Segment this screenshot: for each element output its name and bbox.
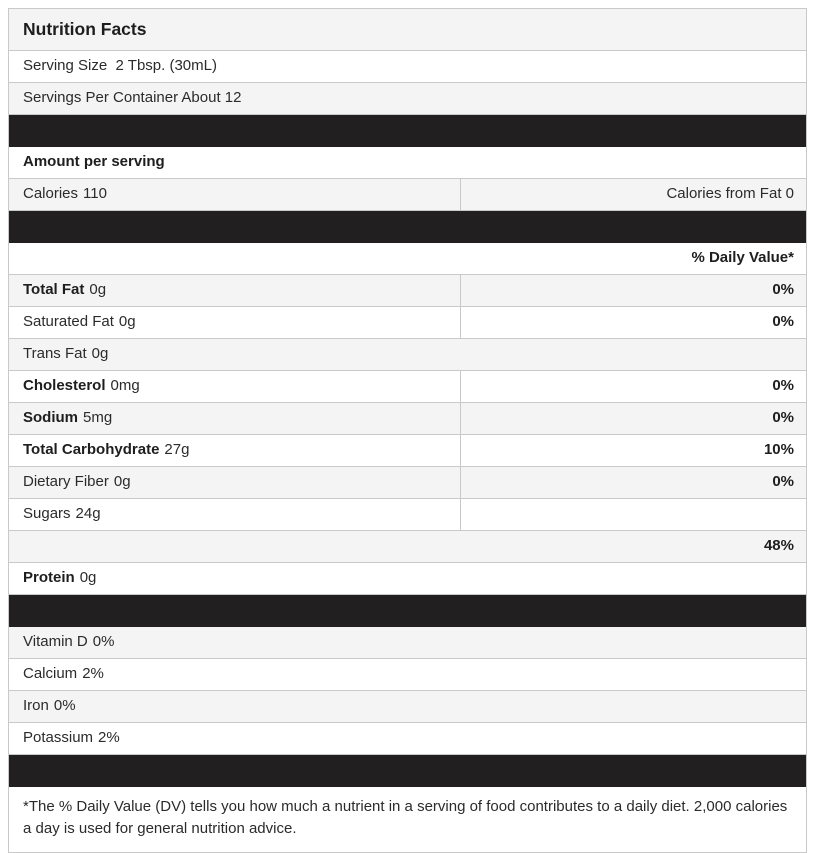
nutrient-row-dietary-fiber bbox=[9, 467, 806, 499]
thin-divider-bar-calories bbox=[9, 211, 806, 243]
daily-value-heading: % Daily Value* bbox=[691, 249, 794, 267]
nutrient-amount: 24g bbox=[75, 505, 101, 523]
nutrient-name: Protein bbox=[23, 569, 75, 587]
calories-row bbox=[9, 179, 806, 211]
nutrient-amount: 0mg bbox=[110, 377, 140, 395]
nutrient-row-cholesterol bbox=[9, 371, 806, 403]
calories-from-fat-cell bbox=[461, 185, 806, 204]
nutrient-row-total-carbohydrate bbox=[9, 435, 806, 467]
calories-from-fat-label: Calories from Fat bbox=[666, 185, 782, 203]
micronutrient-row-iron bbox=[9, 691, 806, 723]
amount-per-serving-row bbox=[9, 147, 806, 179]
nutrient-name: Dietary Fiber bbox=[23, 473, 109, 491]
nutrient-dv: 10% bbox=[763, 441, 794, 459]
nutrient-name: Cholesterol bbox=[23, 377, 106, 395]
micronutrient-row-vitamin-d bbox=[9, 627, 806, 659]
nutrient-dv: 48% bbox=[763, 537, 794, 555]
nutrition-facts-label bbox=[8, 8, 807, 853]
nutrient-row-total-fat bbox=[9, 275, 806, 307]
nutrient-amount: 0g bbox=[91, 345, 109, 363]
serving-size-row bbox=[9, 51, 806, 83]
calories-value: 110 bbox=[83, 185, 107, 203]
footnote-text: *The % Daily Value (DV) tells you how much a nutrient in a serving of food contributes to a daily diet. 2,000 calories a day is used for general nutrition advice. bbox=[23, 798, 788, 837]
nutrient-name: Trans Fat bbox=[23, 345, 87, 363]
servings-per-container-text: Servings Per Container About 12 bbox=[23, 89, 242, 107]
footnote bbox=[9, 787, 806, 852]
micronutrient-name: Calcium bbox=[23, 665, 78, 683]
calories-cell bbox=[9, 179, 461, 210]
micronutrient-name: Potassium bbox=[23, 729, 94, 747]
nutrient-name: Sodium bbox=[23, 409, 78, 427]
micronutrient-row-potassium bbox=[9, 723, 806, 755]
nutrient-amount: 0g bbox=[79, 569, 97, 587]
micronutrient-name: Vitamin D bbox=[23, 633, 88, 651]
micronutrient-row-calcium bbox=[9, 659, 806, 691]
micronutrient-value: 2% bbox=[98, 729, 120, 747]
label-title: Nutrition Facts bbox=[23, 18, 147, 39]
nutrient-dv: 0% bbox=[772, 281, 794, 299]
calories-label: Calories bbox=[23, 185, 79, 203]
nutrient-dv: 0% bbox=[772, 409, 794, 427]
nutrient-name: Total Carbohydrate bbox=[23, 441, 160, 459]
nutrient-name: Total Fat bbox=[23, 281, 85, 299]
nutrient-dv: 0% bbox=[772, 473, 794, 491]
micronutrient-name: Iron bbox=[23, 697, 49, 715]
amount-per-serving-heading: Amount per serving bbox=[23, 153, 165, 171]
calories-from-fat-value: 0 bbox=[785, 185, 794, 203]
nutrient-amount: 0g bbox=[89, 281, 107, 299]
servings-per-container-row bbox=[9, 83, 806, 115]
nutrient-row-trans-fat bbox=[9, 339, 806, 371]
nutrient-amount: 0g bbox=[118, 313, 136, 331]
section-divider-bar-bottom bbox=[9, 595, 806, 627]
nutrient-name: Sugars bbox=[23, 505, 71, 523]
serving-size-text: Serving Size 2 Tbsp. (30mL) bbox=[23, 57, 217, 75]
nutrient-dv: 0% bbox=[772, 377, 794, 395]
nutrient-row-saturated-fat bbox=[9, 307, 806, 339]
nutrient-row-sodium bbox=[9, 403, 806, 435]
nutrient-name: Saturated Fat bbox=[23, 313, 114, 331]
nutrient-amount: 0g bbox=[113, 473, 131, 491]
daily-value-heading-row bbox=[9, 243, 806, 275]
nutrient-dv: 0% bbox=[772, 313, 794, 331]
micronutrient-value: 2% bbox=[82, 665, 104, 683]
micronutrient-value: 0% bbox=[53, 697, 76, 715]
micronutrient-value: 0% bbox=[92, 633, 115, 651]
label-title-row bbox=[9, 9, 806, 51]
nutrient-row-added-sugars-dv bbox=[9, 531, 806, 563]
nutrient-amount: 27g bbox=[164, 441, 190, 459]
nutrient-row-protein bbox=[9, 563, 806, 595]
nutrient-row-sugars bbox=[9, 499, 806, 531]
thin-divider-bar-footnote bbox=[9, 755, 806, 787]
nutrient-amount: 5mg bbox=[83, 409, 113, 427]
section-divider-bar-top bbox=[9, 115, 806, 147]
